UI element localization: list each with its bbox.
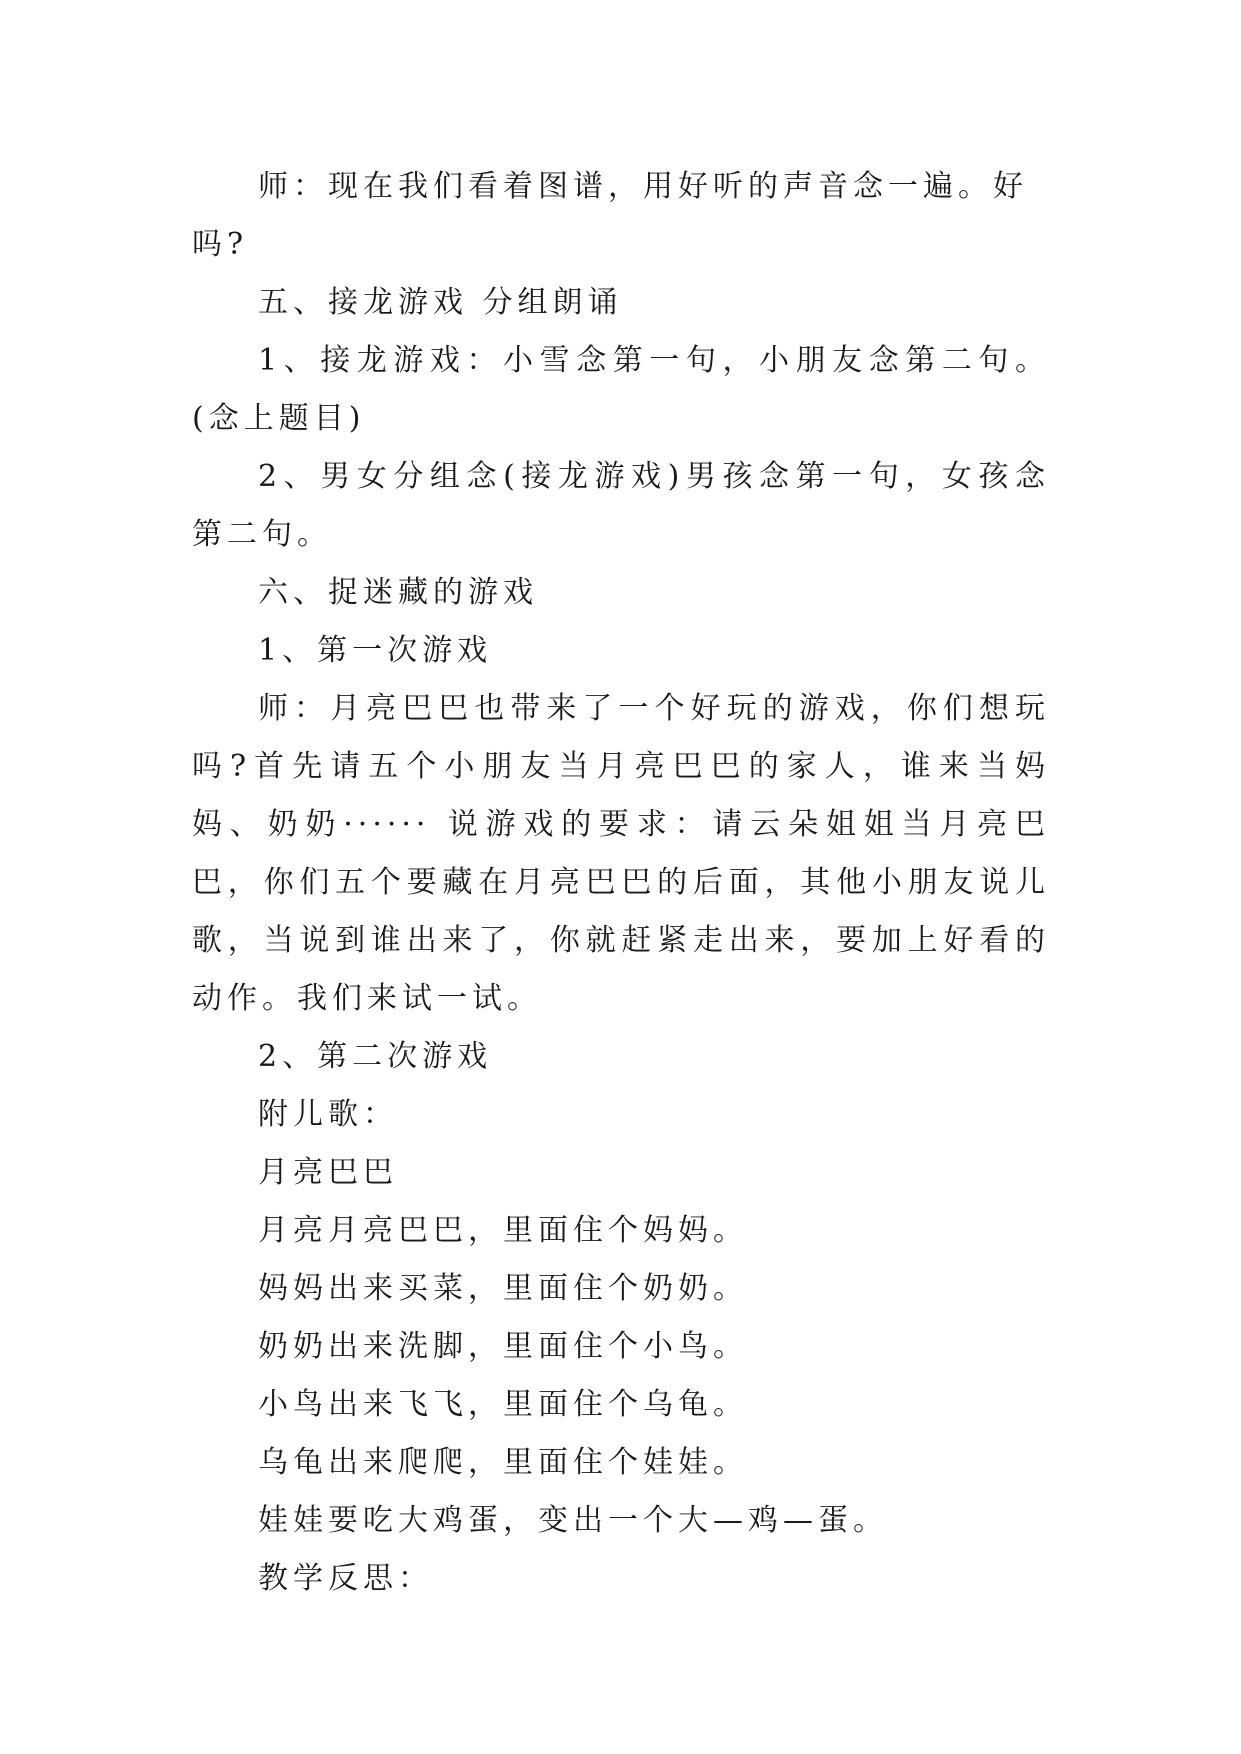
song-title: 月亮巴巴 bbox=[258, 1155, 398, 1190]
heading-section-six: 六、捉迷藏的游戏 bbox=[258, 575, 538, 610]
song-line-6: 娃娃要吃大鸡蛋，变出一个大—鸡—蛋。 bbox=[258, 1503, 888, 1538]
paragraph-relay-game: 1、接龙游戏：小雪念第一句，小朋友念第二句。(念上题目) bbox=[192, 343, 1050, 436]
song-line-5: 乌龟出来爬爬，里面住个娃娃。 bbox=[258, 1445, 748, 1480]
subheading-second-game: 2、第二次游戏 bbox=[258, 1039, 493, 1074]
subheading-first-game: 1、第一次游戏 bbox=[258, 633, 493, 668]
heading-section-five: 五、接龙游戏 分组朗诵 bbox=[258, 285, 623, 320]
song-line-3: 奶奶出来洗脚，里面住个小鸟。 bbox=[258, 1329, 748, 1364]
label-appended-song: 附儿歌： bbox=[258, 1097, 398, 1132]
document-body bbox=[192, 158, 1050, 1608]
song-line-1: 月亮月亮巴巴，里面住个妈妈。 bbox=[258, 1213, 748, 1248]
song-line-2: 妈妈出来买菜，里面住个奶奶。 bbox=[258, 1271, 748, 1306]
paragraph-teacher-read: 师：现在我们看着图谱，用好听的声音念一遍。好吗? bbox=[192, 169, 1028, 262]
heading-teaching-reflection: 教学反思： bbox=[258, 1561, 433, 1596]
song-line-4: 小鸟出来飞飞，里面住个乌龟。 bbox=[258, 1387, 748, 1422]
paragraph-group-read: 2、男女分组念(接龙游戏)男孩念第一句，女孩念第二句。 bbox=[192, 459, 1050, 552]
paragraph-game-instructions: 师：月亮巴巴也带来了一个好玩的游戏，你们想玩吗?首先请五个小朋友当月亮巴巴的家人，谁来当妈妈、奶奶······ 说游戏的要求：请云朵姐姐当月亮巴巴，你们五个要藏在月亮巴巴的后面，其他小朋友说儿歌，当说到谁出来了，你就赶紧走出来，要加上好看的动作。我们来试一试。 bbox=[192, 691, 1050, 1016]
